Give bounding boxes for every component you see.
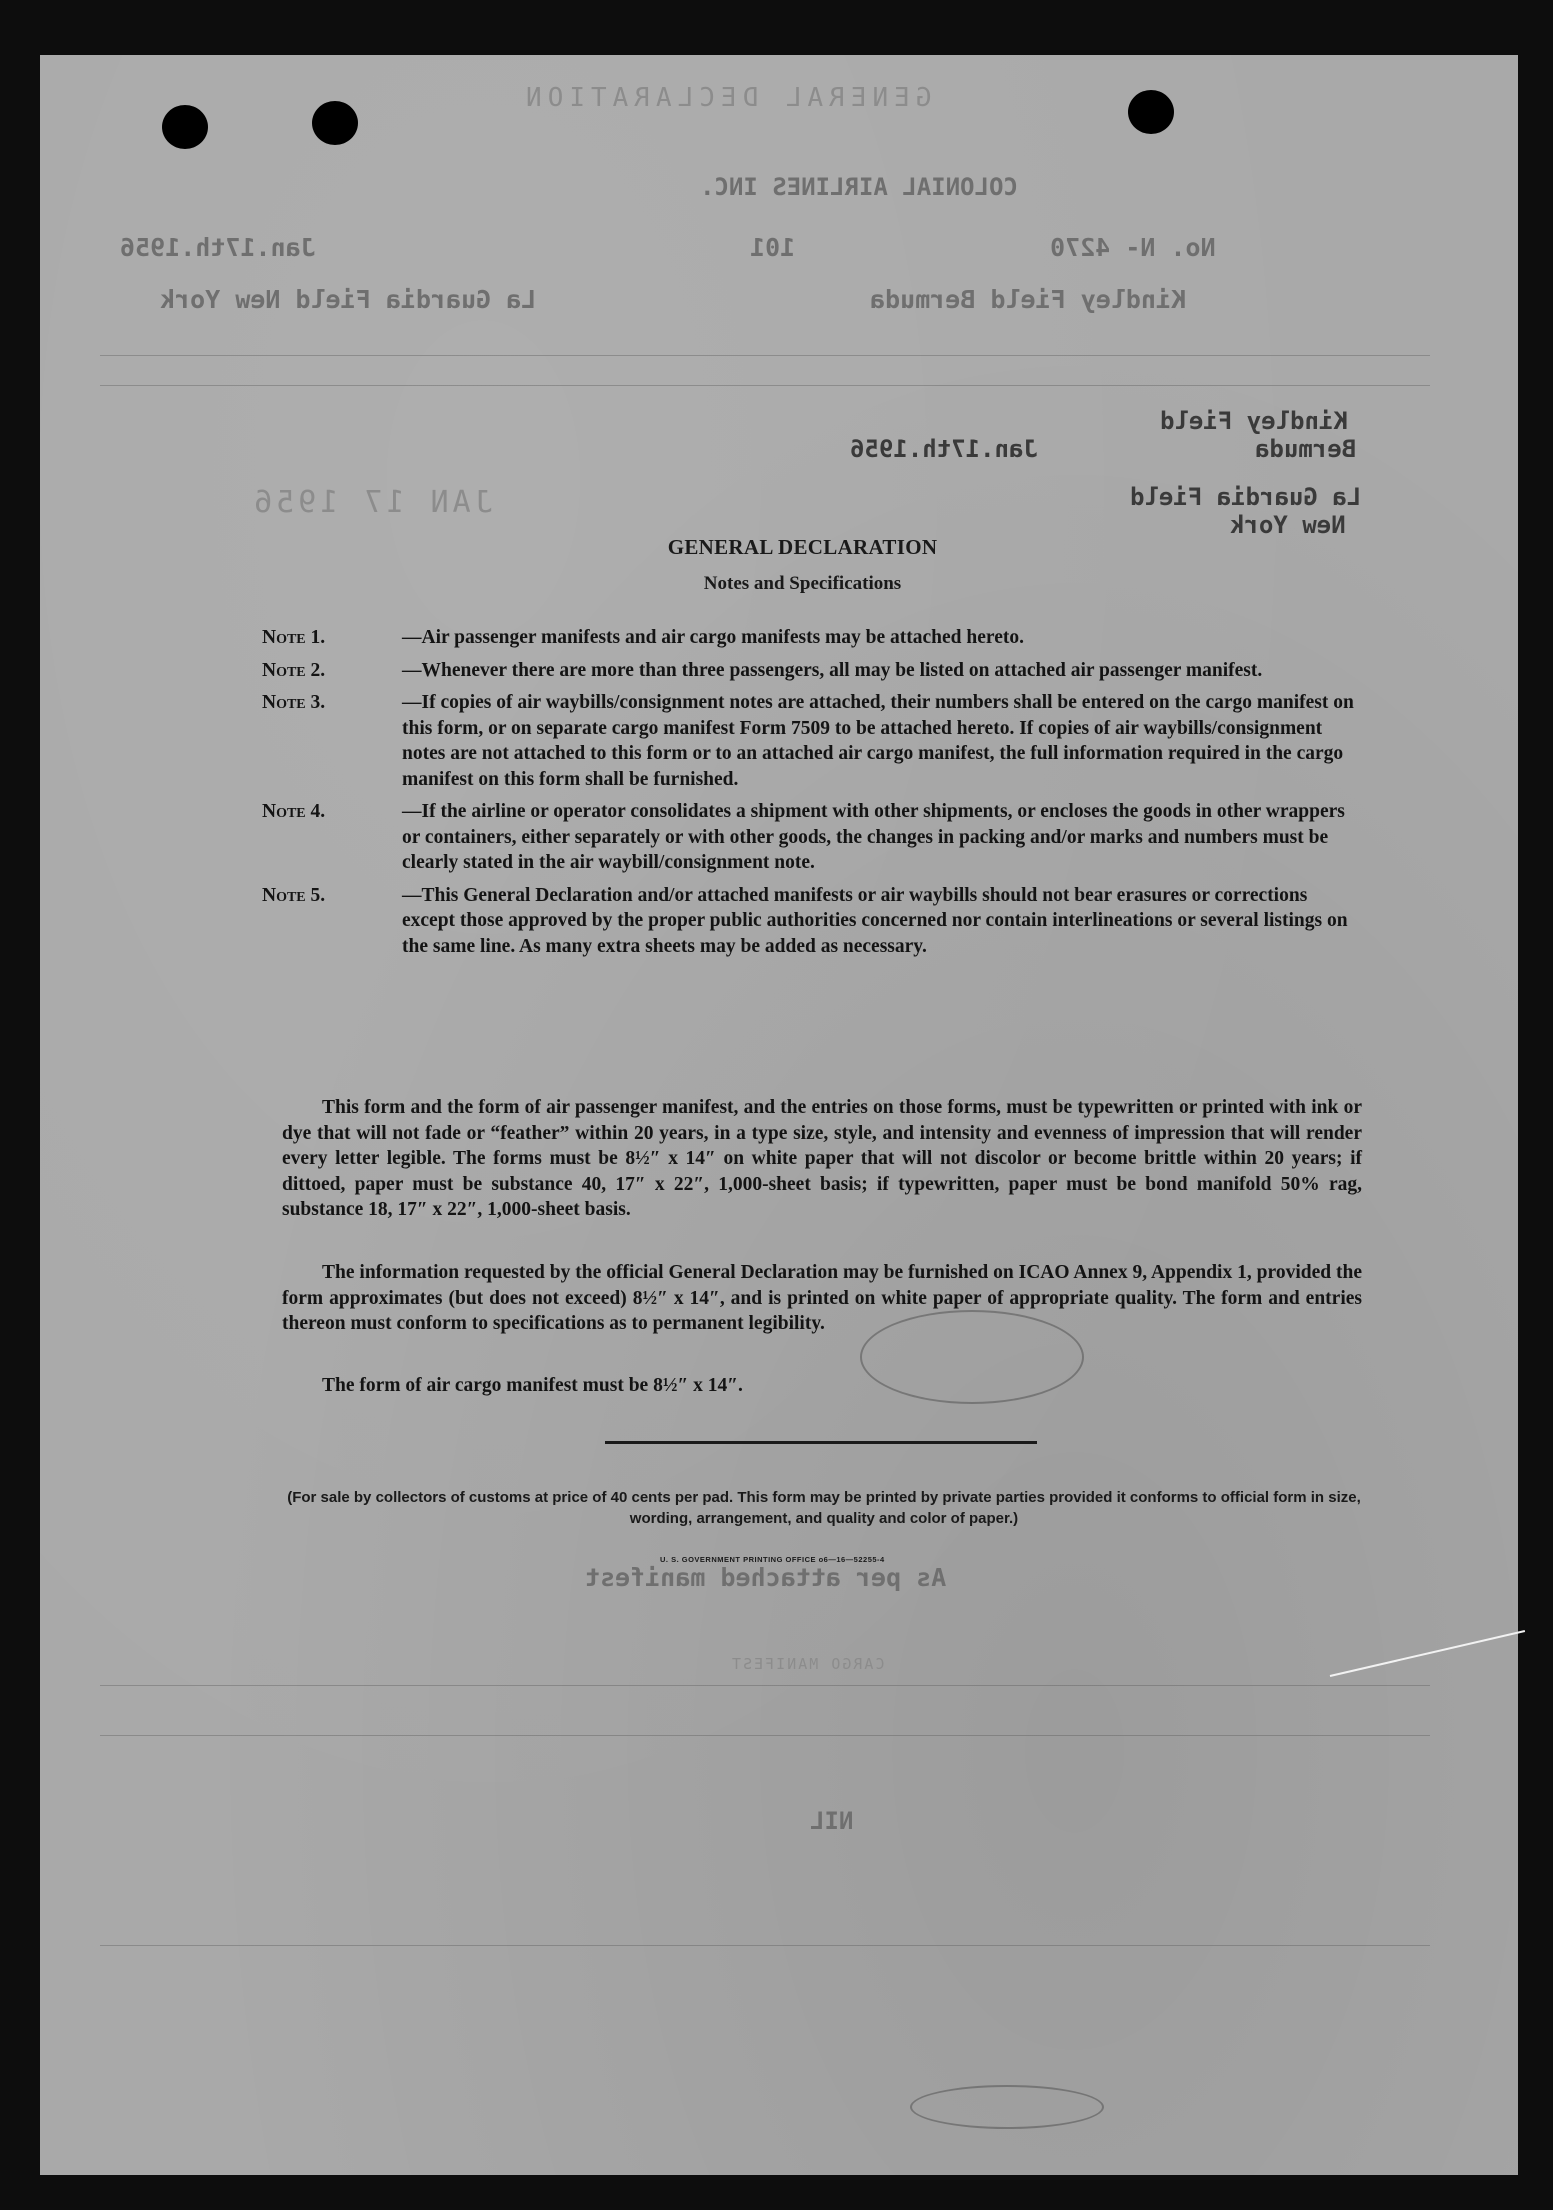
punch-hole-middle [312,101,358,145]
note-text: —If copies of air waybills/consignment notes are attached, their numbers shall be entered on the cargo manifest on this form, or on separate cargo manifest Form 7509 to be attached hereto. If copies of air waybills/consignment notes are not attached to this form or to an attached air cargo manifest, the full information required in the cargo manifest on this form shall be furnished. [402,692,1354,790]
note-text: —This General Declaration and/or attached manifests or air waybills should not bear erasures or corrections except those approved by the proper public authorities concerned nor contain interlineations or several listings on the same line. As many extra sheets may be added as necessary. [402,884,1348,957]
scratch-mark [1330,1630,1525,1677]
punch-hole-left [162,105,208,149]
bleed-cargo-heading: CARGO MANIFEST [730,1655,885,1673]
bleed-origin-line2: Bermuda [1255,435,1357,463]
bleed-departure: Kindley Field Bermuda [870,285,1187,314]
page-subtitle: Notes and Specifications [703,573,902,594]
note-label: Note 1. [262,627,326,648]
paragraph-cargo-manifest-size: The form of air cargo manifest must be 8½″ x 14″. [322,1375,743,1396]
gpo-imprint: U. S. GOVERNMENT PRINTING OFFICE o6—16—52255-4 [660,1555,885,1564]
note-text: —Whenever there are more than three passengers, all may be listed on attached air passenger manifest. [402,659,1263,681]
bleed-rule [100,385,1430,386]
note-2 [262,658,1362,684]
sale-note: (For sale by collectors of customs at price of 40 cents per pad. This form may be printed by private parties provided it conforms to official form in size, wording, arrangement, and quality and color of paper.) [287,1489,1361,1527]
bleed-heading: GENERAL DECLARATION [520,83,932,113]
note-text: —Air passenger manifests and air cargo manifests may be attached hereto. [402,627,1024,648]
bleed-rule [100,1685,1430,1686]
note-4 [262,799,1362,876]
bleed-rule [100,355,1430,356]
bleed-cargo-value: NIL [810,1807,854,1835]
note-3 [262,690,1362,792]
bleed-aircraft-no: No. N- 4270 [1050,233,1216,262]
bleed-origin-line1: Kindley Field [1160,407,1348,435]
paragraph-typewriting-requirements: This form and the form of air passenger manifest, and the entries on those forms, must be typewritten or printed with ink or dye that will not fade or “feather” within 20 years, in a type size, style, and intensity and evenness of impression that will render every letter legible. The forms must be 8½″ x 14″ on white paper that will not discolor or become brittle within 20 years; if dittoed, paper must be substance 40, 17″ x 22″, 1,000-sheet basis; if typewritten, paper must be bond manifold 50% rag, substance 18, 17″ x 22″, 1,000-sheet basis. [282,1097,1362,1220]
bleed-rule [100,1735,1430,1736]
paragraph-icao-annex: The information requested by the official General Declaration may be furnished on ICAO Annex 9, Appendix 1, provided the form approximates (but does not exceed) 8½″ x 14″, and is printed on white paper of appropriate quality. The form and entries thereon must conform to specifications as to permanent legibility. [282,1262,1362,1334]
bleed-destination-line1: La Guardia Field [1130,483,1362,511]
bleed-arrival: La Guardia Field New York [160,285,537,314]
bleed-date: Jan.17th.1956 [120,233,316,262]
page-title: GENERAL DECLARATION [667,535,938,559]
note-label: Note 4. [262,801,326,822]
signature-scribble-lower [910,2085,1104,2129]
bleed-airline: COLONIAL AIRLINES INC. [700,173,1018,201]
document-sheet [40,55,1518,2175]
bleed-cargo-note: As per attached manifest [585,1563,947,1592]
notes-list [262,625,1362,966]
bleed-flight-no: 101 [750,233,796,262]
bleed-destination-line2: New York [1230,511,1346,539]
signature-line [605,1441,1037,1444]
bleed-rule [100,1945,1430,1946]
bleed-stamp: JAN 17 1956 [250,485,493,520]
note-label: Note 5. [262,884,326,906]
bleed-origin-date: Jan.17th.1956 [850,435,1038,463]
punch-hole-right [1128,90,1174,134]
note-1 [262,625,1362,651]
note-5 [262,883,1362,960]
note-label: Note 2. [262,659,326,681]
note-text: —If the airline or operator consolidates a shipment with other shipments, or encloses the goods in other wrappers or containers, either separately or with other goods, the changes in packing and/or marks and numbers must be clearly stated in the air waybill/consignment note. [402,801,1345,873]
note-label: Note 3. [262,692,326,713]
